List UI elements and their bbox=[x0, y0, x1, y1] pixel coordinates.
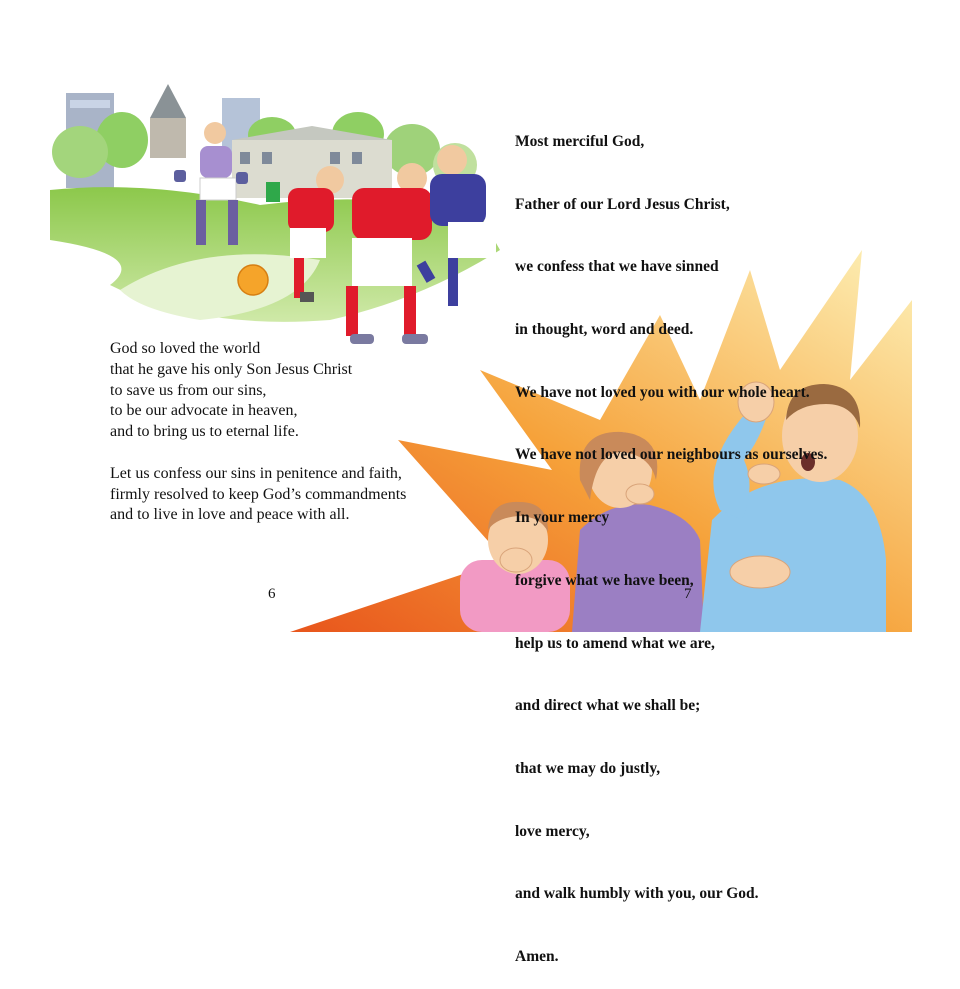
confession-line: forgive what we have been, bbox=[515, 571, 694, 589]
sentence-paragraph bbox=[110, 339, 406, 443]
scripture-sentences bbox=[110, 339, 406, 547]
confession-line: Amen. bbox=[515, 948, 559, 966]
confession-line: Father of our Lord Jesus Christ, bbox=[515, 195, 730, 213]
confession-line: help us to amend what we are, bbox=[515, 634, 715, 652]
confession-line: and direct what we shall be; bbox=[515, 697, 701, 715]
confession-line: we confess that we have sinned bbox=[515, 258, 719, 276]
confession-line: In your mercy bbox=[515, 509, 610, 527]
football bbox=[238, 265, 268, 295]
confession-line: that we may do justly, bbox=[515, 760, 661, 777]
sentence-line: and to live in love and peace with all. bbox=[110, 506, 350, 524]
confession-line: We have not loved our neighbours as ourselves. bbox=[515, 446, 828, 464]
sentence-line: firmly resolved to keep God’s commandments bbox=[110, 485, 407, 503]
football-scene bbox=[50, 84, 500, 344]
confession-line: Most merciful God, bbox=[515, 132, 645, 150]
page-number-left: 6 bbox=[268, 586, 276, 602]
sentence-line: and to bring us to eternal life. bbox=[110, 423, 299, 441]
sentence-line: that he gave his only Son Jesus Christ bbox=[110, 360, 353, 378]
page-number-right: 7 bbox=[684, 586, 692, 602]
sentence-line: God so loved the world bbox=[110, 340, 261, 357]
confession-line: in thought, word and deed. bbox=[515, 320, 694, 338]
confession-line: We have not loved you with our whole heart. bbox=[515, 383, 810, 401]
confession-line: and walk humbly with you, our God. bbox=[515, 885, 759, 903]
invitation-paragraph bbox=[110, 464, 406, 526]
confession-line: love mercy, bbox=[515, 822, 590, 840]
sentence-line: Let us confess our sins in penitence and faith, bbox=[110, 464, 402, 482]
church-spire bbox=[150, 84, 186, 118]
sentence-line: to be our advocate in heaven, bbox=[110, 402, 298, 420]
sentence-line: to save us from our sins, bbox=[110, 381, 267, 399]
confession-prayer bbox=[515, 90, 827, 989]
